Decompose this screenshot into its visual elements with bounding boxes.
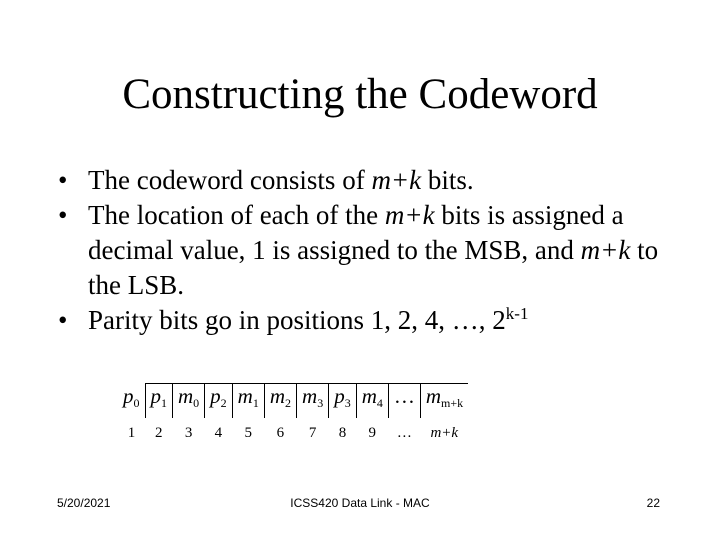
bit-symbol: m — [178, 384, 194, 408]
bit-cell — [420, 384, 468, 419]
position-cell: m+k — [430, 424, 459, 441]
bit-symbol: … — [393, 384, 415, 408]
bit-subscript: 2 — [285, 396, 292, 410]
bullet-dot-icon: • — [58, 305, 68, 335]
bits-row — [118, 384, 468, 419]
bullet-dot-icon: • — [58, 165, 68, 195]
footer-date: 5/20/2021 — [57, 496, 111, 510]
bit-cell — [173, 384, 205, 419]
bit-subscript: 2 — [220, 396, 227, 410]
bullet-text: bits. — [421, 165, 474, 195]
footer-title: ICSS420 Data Link - MAC — [290, 496, 430, 510]
position-cell: 9 — [368, 424, 377, 441]
bit-symbol: p — [123, 383, 134, 408]
bit-subscript: 4 — [376, 396, 383, 410]
bit-subscript: 1 — [161, 396, 167, 410]
bullet-text: to the LSB. — [88, 235, 659, 300]
position-cell: 4 — [214, 424, 223, 441]
position-cell: 8 — [338, 424, 347, 441]
position-cell: 6 — [276, 424, 285, 441]
bit-cell — [232, 384, 264, 419]
positions-row — [118, 418, 468, 448]
bullet-text: The codeword consists of — [88, 165, 372, 195]
bit-symbol: m — [361, 384, 377, 408]
bit-cell — [388, 384, 420, 419]
bit-cell — [145, 384, 173, 419]
bit-cell — [329, 384, 357, 419]
position-cell: 1 — [127, 424, 136, 441]
position-cell: … — [396, 424, 412, 441]
bit-cell — [356, 384, 388, 419]
bit-symbol: m — [302, 384, 318, 408]
bit-symbol: m — [237, 384, 253, 408]
footer-page-number: 22 — [646, 496, 660, 510]
bullet-text: bits is assigned a decimal value, 1 is assigned to the MSB, and — [88, 200, 624, 265]
codeword-bits-table — [118, 383, 468, 448]
bit-subscript: 1 — [252, 396, 259, 410]
bullet-dot-icon: • — [58, 200, 68, 230]
bullet-list — [58, 163, 678, 338]
bit-symbol: p — [334, 384, 345, 408]
bit-subscript: 3 — [344, 396, 351, 410]
bit-symbol: m — [269, 384, 286, 408]
bit-subscript: 0 — [193, 396, 200, 410]
bit-cell — [205, 384, 233, 419]
bullet-emphasis: m+k — [371, 165, 422, 195]
slide-title: Constructing the Codeword — [122, 71, 598, 118]
bit-subscript: m+k — [441, 396, 464, 410]
bit-cell — [297, 384, 329, 419]
bullet-item — [58, 303, 678, 338]
bit-symbol: p — [150, 384, 161, 408]
position-cell: 7 — [308, 424, 317, 441]
bit-subscript: 3 — [317, 396, 324, 410]
bullet-emphasis: m+k — [384, 200, 435, 230]
bit-cell — [118, 384, 145, 419]
position-cell: 5 — [244, 424, 252, 441]
bullet-text: Parity bits go in positions 1, 2, 4, …, 2 — [88, 305, 506, 335]
bit-symbol: m — [425, 384, 442, 408]
position-cell: 2 — [155, 424, 163, 441]
bullet-item — [58, 198, 678, 303]
position-cell: 3 — [184, 424, 193, 441]
bullet-emphasis: m+k — [580, 235, 631, 265]
bit-subscript: 0 — [133, 395, 140, 410]
bullet-item — [58, 163, 678, 198]
bullet-superscript: k-1 — [505, 304, 529, 323]
bullet-text: The location of each of the — [88, 200, 385, 230]
bit-cell — [264, 384, 296, 419]
bit-symbol: p — [210, 384, 221, 408]
